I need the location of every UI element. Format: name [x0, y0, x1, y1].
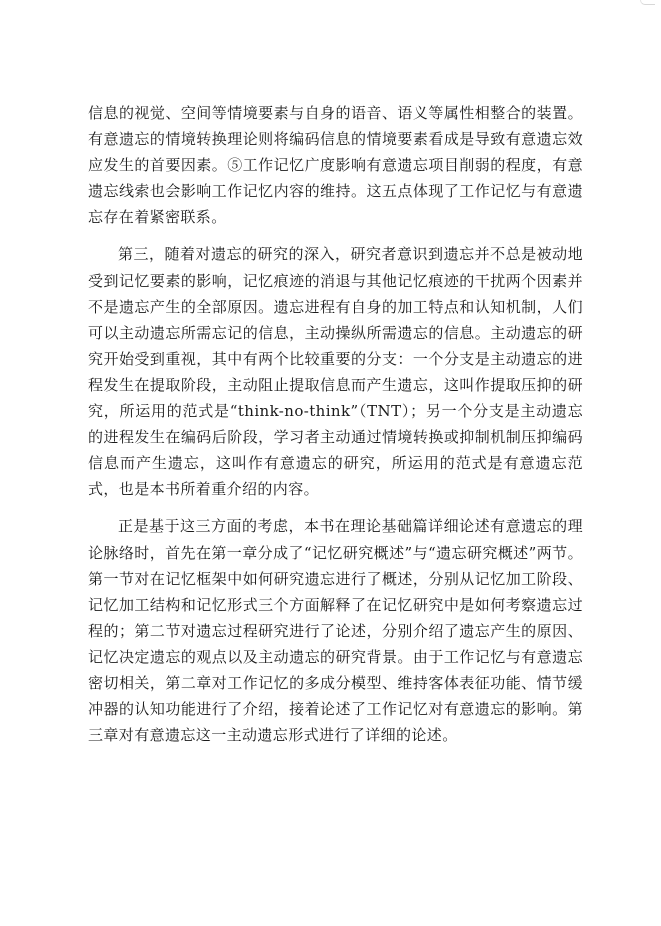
paragraph-book-structure: 正是基于这三方面的考虑，本书在理论基础篇详细论述有意遗忘的理论脉络时，首先在第一章分成了“记忆研究概述”与“遗忘研究概述”两节。第一节对在记忆框架中如何研究遗忘进行了概述，分别从记忆加工阶段、记忆加工结构和记忆形式三个方面解释了在记忆研究中是如何考察遗忘过程的；第二节对遗忘过程研究进行了论述，分别介绍了遗忘产生的原因、记忆决定遗忘的观点以及主动遗忘的研究背景。由于工作记忆与有意遗忘密切相关，第二章对工作记忆的多成分模型、维持客体表征功能、情节缓冲器的认知功能进行了介绍，接着论述了工作记忆对有意遗忘的影响。第三章对有意遗忘这一主动遗忘形式进行了详细的论述。	[88, 517, 583, 745]
page-corner-mark	[640, 0, 655, 5]
paragraph-working-memory-summary: 信息的视觉、空间等情境要素与自身的语音、语义等属性相整合的装置。有意遗忘的情境转换理论则将编码信息的情境要素看成是导致有意遗忘效应发生的首要因素。⑤工作记忆广度影响有意遗忘项目削弱的程度，有意遗忘线索也会影响工作记忆内容的维持。这五点体现了工作记忆与有意遗忘存在着紧密联系。	[88, 104, 583, 227]
page-body-text	[88, 100, 583, 748]
paragraph-active-forgetting: 第三，随着对遗忘的研究的深入，研究者意识到遗忘并不总是被动地受到记忆要素的影响，记忆痕迹的消退与其他记忆痕迹的干扰两个因素并不是遗忘产生的全部原因。遗忘进程有自身的加工特点和认知机制，人们可以主动遗忘所需忘记的信息，主动操纵所需遗忘的信息。主动遗忘的研究开始受到重视，其中有两个比较重要的分支：一个分支是主动遗忘的进程发生在提取阶段，主动阻止提取信息而产生遗忘，这叫作提取压抑的研究，所运用的范式是“think-no-think”（TNT）；另一个分支是主动遗忘的进程发生在编码后阶段，学习者主动通过情境转换或抑制机制压抑编码信息而产生遗忘，这叫作有意遗忘的研究，所运用的范式是有意遗忘范式，也是本书所着重介绍的内容。	[88, 245, 583, 499]
